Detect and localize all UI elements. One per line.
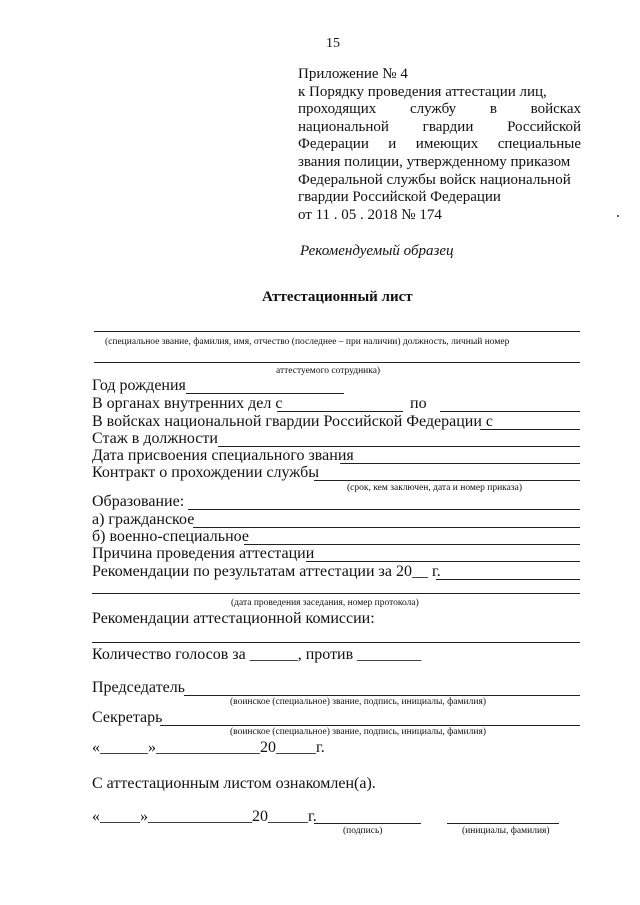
- chair-caption: (воинское (специальное) звание, подпись, инициалы, фамилия): [230, 697, 486, 707]
- military-education-label: б) военно-специальное: [92, 528, 249, 545]
- commission-field[interactable]: [92, 642, 580, 643]
- national-guard-field[interactable]: [480, 429, 580, 430]
- appendix-line: звания полиции, утвержденному приказом: [298, 153, 571, 170]
- appendix-line: Приложение № 4: [298, 66, 408, 82]
- name-position-line-2: [94, 362, 580, 363]
- contract-label: Контракт о прохождении службы: [92, 464, 320, 481]
- date-line-2: «_____»_____________20_____г.: [92, 808, 317, 825]
- meeting-caption: (дата проведения заседания, номер протокола): [231, 598, 419, 608]
- education-label: Образование:: [92, 493, 185, 510]
- secretary-field[interactable]: [160, 725, 580, 726]
- meeting-line[interactable]: [92, 593, 580, 594]
- appendix-line: Федеральной службы войск национальной: [298, 171, 571, 188]
- recommendations-year-field[interactable]: [436, 579, 580, 580]
- education-field[interactable]: [188, 509, 580, 510]
- initials-caption: (инициалы, фамилия): [462, 826, 550, 836]
- secretary-label: Секретарь: [92, 709, 163, 726]
- position-tenure-label: Стаж в должности: [92, 430, 218, 447]
- signature-field[interactable]: [314, 823, 421, 824]
- reason-label: Причина проведения аттестации: [92, 545, 315, 562]
- reason-field[interactable]: [306, 561, 580, 562]
- internal-affairs-to-field[interactable]: [440, 411, 580, 412]
- rank-date-field[interactable]: [340, 463, 580, 464]
- birth-year-field[interactable]: [186, 393, 344, 394]
- initials-field[interactable]: [447, 823, 559, 824]
- appendix-line: гвардии Российской Федерации: [298, 189, 501, 206]
- civil-education-field[interactable]: [193, 527, 580, 528]
- appendix-line: Федерации и имеющих специальные: [298, 136, 581, 153]
- rank-date-label: Дата присвоения специального звания: [92, 447, 354, 464]
- civil-education-label: а) гражданское: [92, 511, 195, 528]
- appendix-line: к Порядку проведения аттестации лиц,: [298, 83, 547, 100]
- recommended-sample-note: Рекомендуемый образец: [300, 243, 454, 259]
- appendix-block: [298, 66, 583, 224]
- name-position-caption: (специальное звание, фамилия, имя, отчество (последнее – при наличии) должность, личный номер: [105, 337, 510, 347]
- chair-label: Председатель: [92, 679, 185, 696]
- birth-year-label: Год рождения: [92, 377, 186, 394]
- appendix-line: национальной гвардии Российской: [298, 118, 581, 135]
- name-position-line: [94, 331, 580, 332]
- page-number: 15: [326, 36, 340, 51]
- order-reference: от 11 . 05 . 2018 № 174: [298, 206, 442, 223]
- recommendations-year-label: Рекомендации по результатам аттестации за 20__ г.: [92, 563, 441, 580]
- internal-affairs-label: В органах внутренних дел с: [92, 395, 283, 412]
- certified-caption: аттестуемого сотрудника): [276, 366, 381, 376]
- to-label: по: [410, 395, 427, 412]
- date-line: «______»_____________20_____г.: [92, 739, 325, 756]
- signature-caption: (подпись): [343, 826, 383, 836]
- secretary-caption: (воинское (специальное) звание, подпись, инициалы, фамилия): [230, 727, 486, 737]
- document-title: Аттестационный лист: [262, 289, 413, 305]
- appendix-line: проходящих службу в войсках: [298, 101, 581, 118]
- margin-mark: [617, 215, 619, 217]
- internal-affairs-from-field[interactable]: [277, 411, 403, 412]
- contract-field[interactable]: [314, 480, 580, 481]
- contract-caption: (срок, кем заключен, дата и номер приказа): [347, 483, 522, 493]
- commission-label: Рекомендации аттестационной комиссии:: [92, 610, 375, 627]
- acquainted-statement: С аттестационным листом ознакомлен(а).: [92, 775, 376, 792]
- chair-field[interactable]: [184, 695, 580, 696]
- votes-line: Количество голосов за ______, против ________: [92, 646, 422, 663]
- national-guard-label: В войсках национальной гвардии Российской Федерации с: [92, 413, 493, 430]
